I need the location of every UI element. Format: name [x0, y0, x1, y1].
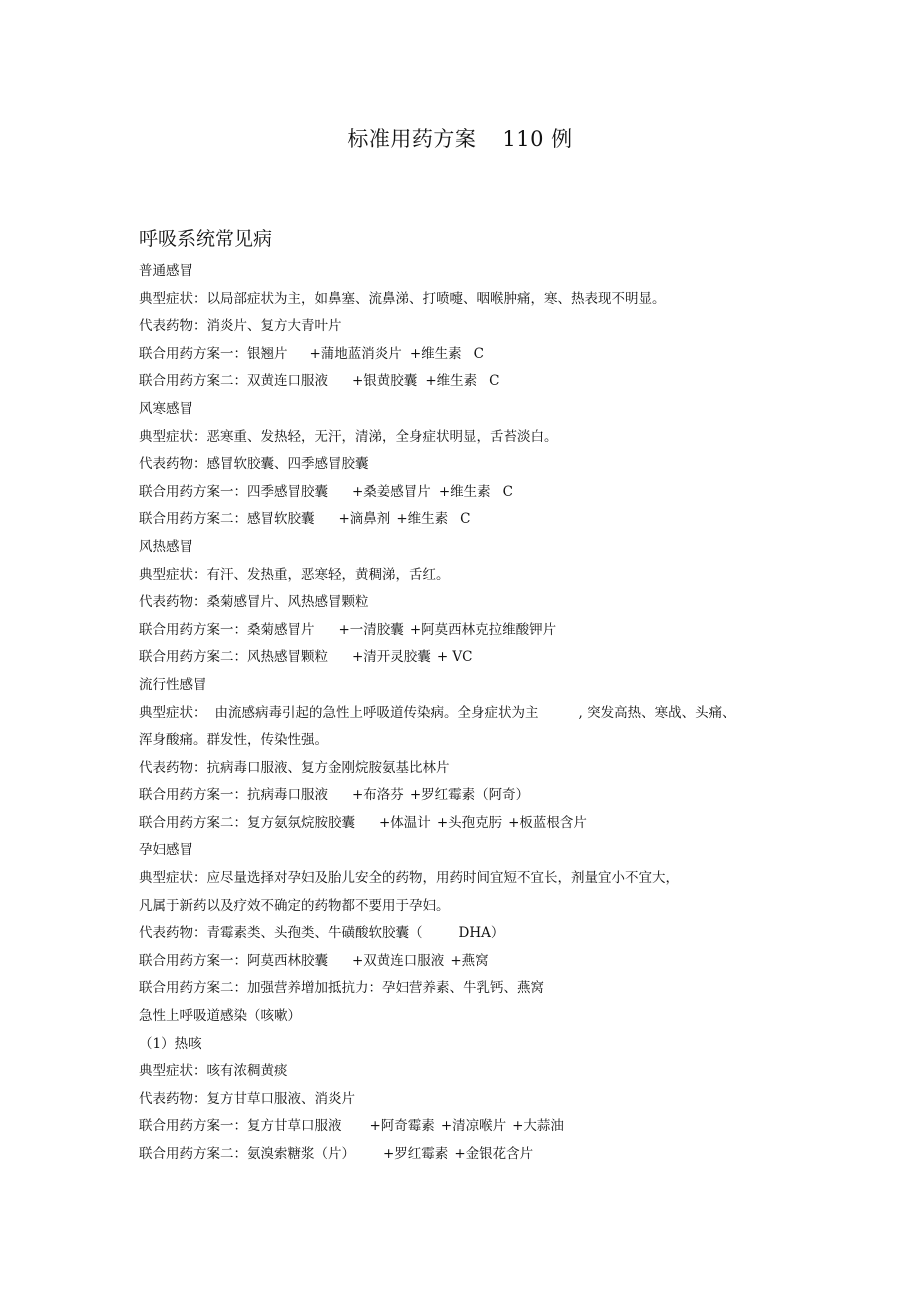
text-segment: C — [489, 373, 500, 390]
text-line — [139, 782, 799, 810]
text-line — [139, 396, 799, 424]
text-segment: +板蓝根含片 — [508, 814, 587, 831]
text-line — [139, 1003, 799, 1031]
text-segment: 典型症状：咳有浓稠黄痰 — [139, 1063, 288, 1080]
text-segment: 代表药物：青霉素类、头孢类、牛磺酸软胶囊（ — [139, 925, 423, 942]
document-body — [139, 258, 799, 1169]
text-line — [139, 562, 799, 590]
text-segment: 流行性感冒 — [139, 676, 207, 693]
text-line — [139, 920, 799, 948]
text-segment: +滴鼻剂 — [338, 511, 391, 528]
text-segment: DHA） — [458, 925, 505, 942]
text-segment: +罗红霉素（阿奇） — [409, 787, 530, 804]
text-segment: 联合用药方案一：桑菊感冒片 — [139, 621, 315, 638]
text-segment: 风热感冒 — [139, 538, 193, 555]
text-segment: 联合用药方案二：加强营养增加抵抗力：孕妇营养素、牛乳钙、燕窝 — [139, 980, 544, 997]
text-segment: 凡属于新药以及疗效不确定的药物都不要用于孕妇。 — [139, 897, 450, 914]
text-line — [139, 948, 799, 976]
text-line — [139, 893, 799, 921]
text-line — [139, 286, 799, 314]
text-segment: +维生素 — [409, 345, 462, 362]
text-segment: +维生素 — [425, 373, 478, 390]
text-line — [139, 479, 799, 507]
text-segment: 急性上呼吸道感染（咳嗽） — [139, 1008, 301, 1025]
text-segment: +头孢克肟 — [436, 814, 503, 831]
text-line — [139, 837, 799, 865]
text-segment: 代表药物：抗病毒口服液、复方金刚烷胺氨基比林片 — [139, 759, 450, 776]
text-segment: +清开灵胶囊 — [352, 649, 431, 666]
text-segment: C — [502, 483, 513, 500]
text-segment: 孕妇感冒 — [139, 842, 193, 859]
text-segment: 典型症状：以局部症状为主，如鼻塞、流鼻涕、打喷嚏、咽喉肿痛，寒、热表现不明显。 — [139, 290, 666, 307]
text-segment: 典型症状：恶寒重、发热轻，无汗，清涕，全身症状明显，舌苔淡白。 — [139, 428, 558, 445]
text-line — [139, 534, 799, 562]
text-segment: 联合用药方案一：阿莫西林胶囊 — [139, 952, 328, 969]
text-line — [139, 727, 799, 755]
text-segment: 代表药物：消炎片、复方大青叶片 — [139, 318, 342, 335]
text-line — [139, 617, 799, 645]
text-line — [139, 506, 799, 534]
text-line — [139, 341, 799, 369]
text-segment: 浑身酸痛。群发性，传染性强。 — [139, 732, 328, 749]
text-segment: +双黄连口服液 — [352, 952, 445, 969]
text-segment: , 突发高热、寒战、头痛、 — [578, 704, 736, 721]
text-line — [139, 258, 799, 286]
text-segment: 普通感冒 — [139, 263, 193, 279]
text-segment: 风寒感冒 — [139, 400, 193, 417]
text-segment: 典型症状：有汗、发热重，恶寒轻，黄稠涕，舌红。 — [139, 566, 450, 583]
text-segment: 联合用药方案二：复方氨氛烷胺胶囊 — [139, 814, 355, 831]
text-segment: +体温计 — [379, 814, 431, 831]
text-line — [139, 672, 799, 700]
text-segment: +银黄胶囊 — [352, 373, 418, 390]
text-segment: +燕窝 — [450, 952, 489, 969]
text-segment: 典型症状：应尽量选择对孕妇及胎儿安全的药物，用药时间宜短不宜长，剂量宜小不宜大， — [139, 870, 679, 887]
text-segment: +一清胶囊 — [338, 621, 404, 638]
text-segment: 联合用药方案二：感冒软胶囊 — [139, 511, 315, 528]
text-line — [139, 313, 799, 341]
page-title — [0, 123, 920, 153]
text-line — [139, 424, 799, 452]
text-segment: +阿奇霉素 — [369, 1118, 435, 1135]
section-heading: 呼吸系统常见病 — [139, 228, 273, 250]
text-line — [139, 1058, 799, 1086]
text-segment: 典型症状： — [139, 704, 207, 721]
text-segment: （1）热咳 — [139, 1035, 202, 1052]
text-segment: C — [460, 511, 471, 528]
text-segment: 联合用药方案二：风热感冒颗粒 — [139, 649, 328, 666]
text-line — [139, 644, 799, 672]
text-segment: +阿莫西林克拉维酸钾片 — [409, 621, 557, 638]
text-segment: +维生素 — [438, 483, 491, 500]
text-line — [139, 865, 799, 893]
text-line — [139, 451, 799, 479]
text-segment: +布洛芬 — [352, 787, 404, 804]
text-segment: +维生素 — [396, 511, 449, 528]
text-segment: +金银花含片 — [454, 1146, 534, 1162]
text-segment: 联合用药方案一：抗病毒口服液 — [139, 787, 328, 804]
text-segment: 代表药物：感冒软胶囊、四季感冒胶囊 — [139, 456, 369, 473]
text-segment: +大蒜油 — [512, 1118, 564, 1135]
text-segment: 联合用药方案二：双黄连口服液 — [139, 373, 328, 390]
title-text: 标准用药方案 — [347, 127, 477, 151]
text-segment: 联合用药方案一：复方甘草口服液 — [139, 1118, 342, 1135]
text-segment: C — [473, 345, 484, 362]
text-segment: +蒲地蓝消炎片 — [309, 345, 402, 362]
text-segment: +罗红霉素 — [383, 1146, 449, 1162]
text-segment: 代表药物：复方甘草口服液、消炎片 — [139, 1090, 355, 1107]
text-segment: 由流感病毒引起的急性上呼吸道传染病。全身症状为主 — [214, 704, 539, 721]
text-line — [139, 1086, 799, 1114]
text-segment: 联合用药方案一：四季感冒胶囊 — [139, 483, 328, 500]
text-line — [139, 1113, 799, 1141]
text-line — [139, 700, 799, 728]
text-segment: 代表药物：桑菊感冒片、风热感冒颗粒 — [139, 594, 369, 611]
text-segment: 联合用药方案一：银翘片 — [139, 345, 288, 362]
text-line — [139, 368, 799, 396]
text-line — [139, 589, 799, 617]
text-segment: 联合用药方案二：氨溴索糖浆（片） — [139, 1146, 355, 1162]
text-line — [139, 1031, 799, 1059]
title-number: 110 例 — [502, 127, 573, 151]
text-line — [139, 755, 799, 783]
text-line — [139, 1141, 799, 1169]
text-line — [139, 810, 799, 838]
text-line — [139, 975, 799, 1003]
text-segment: +桑姜感冒片 — [352, 483, 431, 500]
text-segment: + VC — [436, 649, 473, 666]
text-segment: +清凉喉片 — [440, 1118, 507, 1135]
